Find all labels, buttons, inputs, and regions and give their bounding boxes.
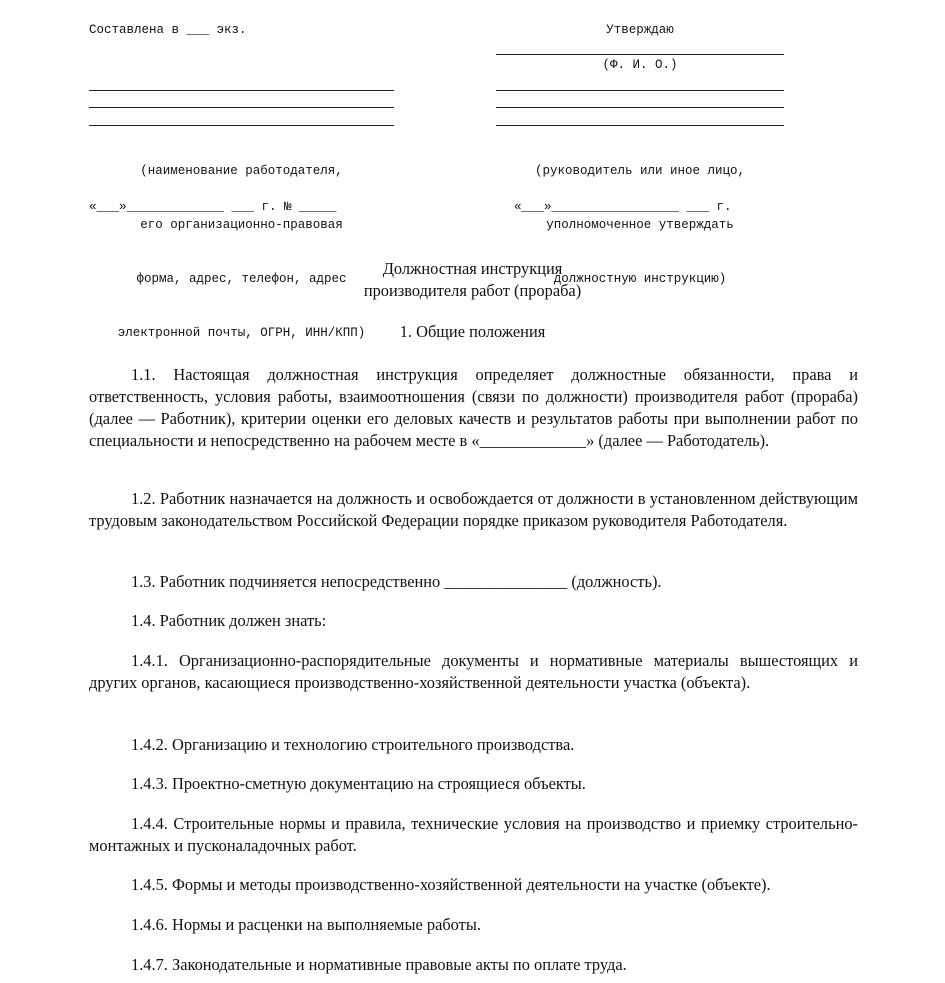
approver-title-underline-2 (496, 107, 784, 108)
employer-name-underline-2 (89, 107, 394, 108)
fio-caption: (Ф. И. О.) (602, 58, 678, 72)
employer-caption-line: его организационно-правовая (140, 218, 343, 232)
paragraph-1-1: 1.1. Настоящая должностная инструкция определяет должностные обязанности, права и ответственность, условия работы, взаимоотношения (связи по должности) производителя работ (прораба) (далее — Работник), критерии оценки его деловых качеств и результатов работы при выполнении работ по специальности и непосредственно на рабочем месте в «_____________» (далее — Работодатель). (89, 365, 858, 450)
paragraph-1-4-3: 1.4.3. Проектно-сметную документацию на строящиеся объекты. (131, 774, 586, 793)
approval-date-line: «___»_________________ ___ г. (514, 200, 732, 214)
approver-caption-line: должностную инструкцию) (553, 272, 727, 286)
employer-name-underline-1 (89, 90, 394, 91)
employer-caption-line: электронной почты, ОГРН, ИНН/КПП) (117, 326, 366, 340)
paragraph-1-2: 1.2. Работник назначается на должность и освобождается от должности в установленном действующим трудовым законодательством Российской Федерации порядке приказом руководителя Работодателя. (89, 489, 858, 530)
paragraph-1-4-2: 1.4.2. Организацию и технологию строительного производства. (131, 735, 575, 754)
document-title (0, 258, 945, 302)
employer-caption-line: форма, адрес, телефон, адрес (136, 272, 347, 286)
section-heading: 1. Общие положения (399, 322, 546, 341)
document-title-line2: производителя работ (прораба) (363, 281, 582, 300)
employer-date-number-line: «___»_____________ ___ г. № _____ (89, 200, 337, 214)
paragraph-1-4-1: 1.4.1. Организационно-распорядительные документы и нормативные материалы вышестоящих и других органов, касающиеся производственно-хозяйственной деятельности участка (объекта). (89, 651, 858, 692)
approver-title-underline-1 (496, 90, 784, 91)
paragraph-1-4: 1.4. Работник должен знать: (131, 611, 327, 630)
approver-caption-line: уполномоченное утверждать (546, 218, 734, 232)
approver-name-underline (496, 54, 784, 55)
copies-count-line: Составлена в ___ экз. (89, 23, 247, 37)
paragraph-1-4-6: 1.4.6. Нормы и расценки на выполняемые работы. (131, 915, 481, 934)
approver-caption-line: (руководитель или иное лицо, (534, 164, 746, 178)
paragraph-1-3: 1.3. Работник подчиняется непосредственно _______________ (должность). (131, 572, 662, 591)
approve-label: Утверждаю (606, 23, 674, 37)
employer-caption-line: (наименование работодателя, (140, 164, 343, 178)
document-title-line1: Должностная инструкция (382, 259, 563, 278)
paragraph-1-4-5: 1.4.5. Формы и методы производственно-хозяйственной деятельности на участке (объекте). (131, 875, 771, 894)
paragraph-1-4-7: 1.4.7. Законодательные и нормативные правовые акты по оплате труда. (131, 955, 627, 974)
paragraph-1-4-4: 1.4.4. Строительные нормы и правила, технические условия на производство и приемку строительно-монтажных и пусконаладочных работ. (89, 814, 858, 855)
